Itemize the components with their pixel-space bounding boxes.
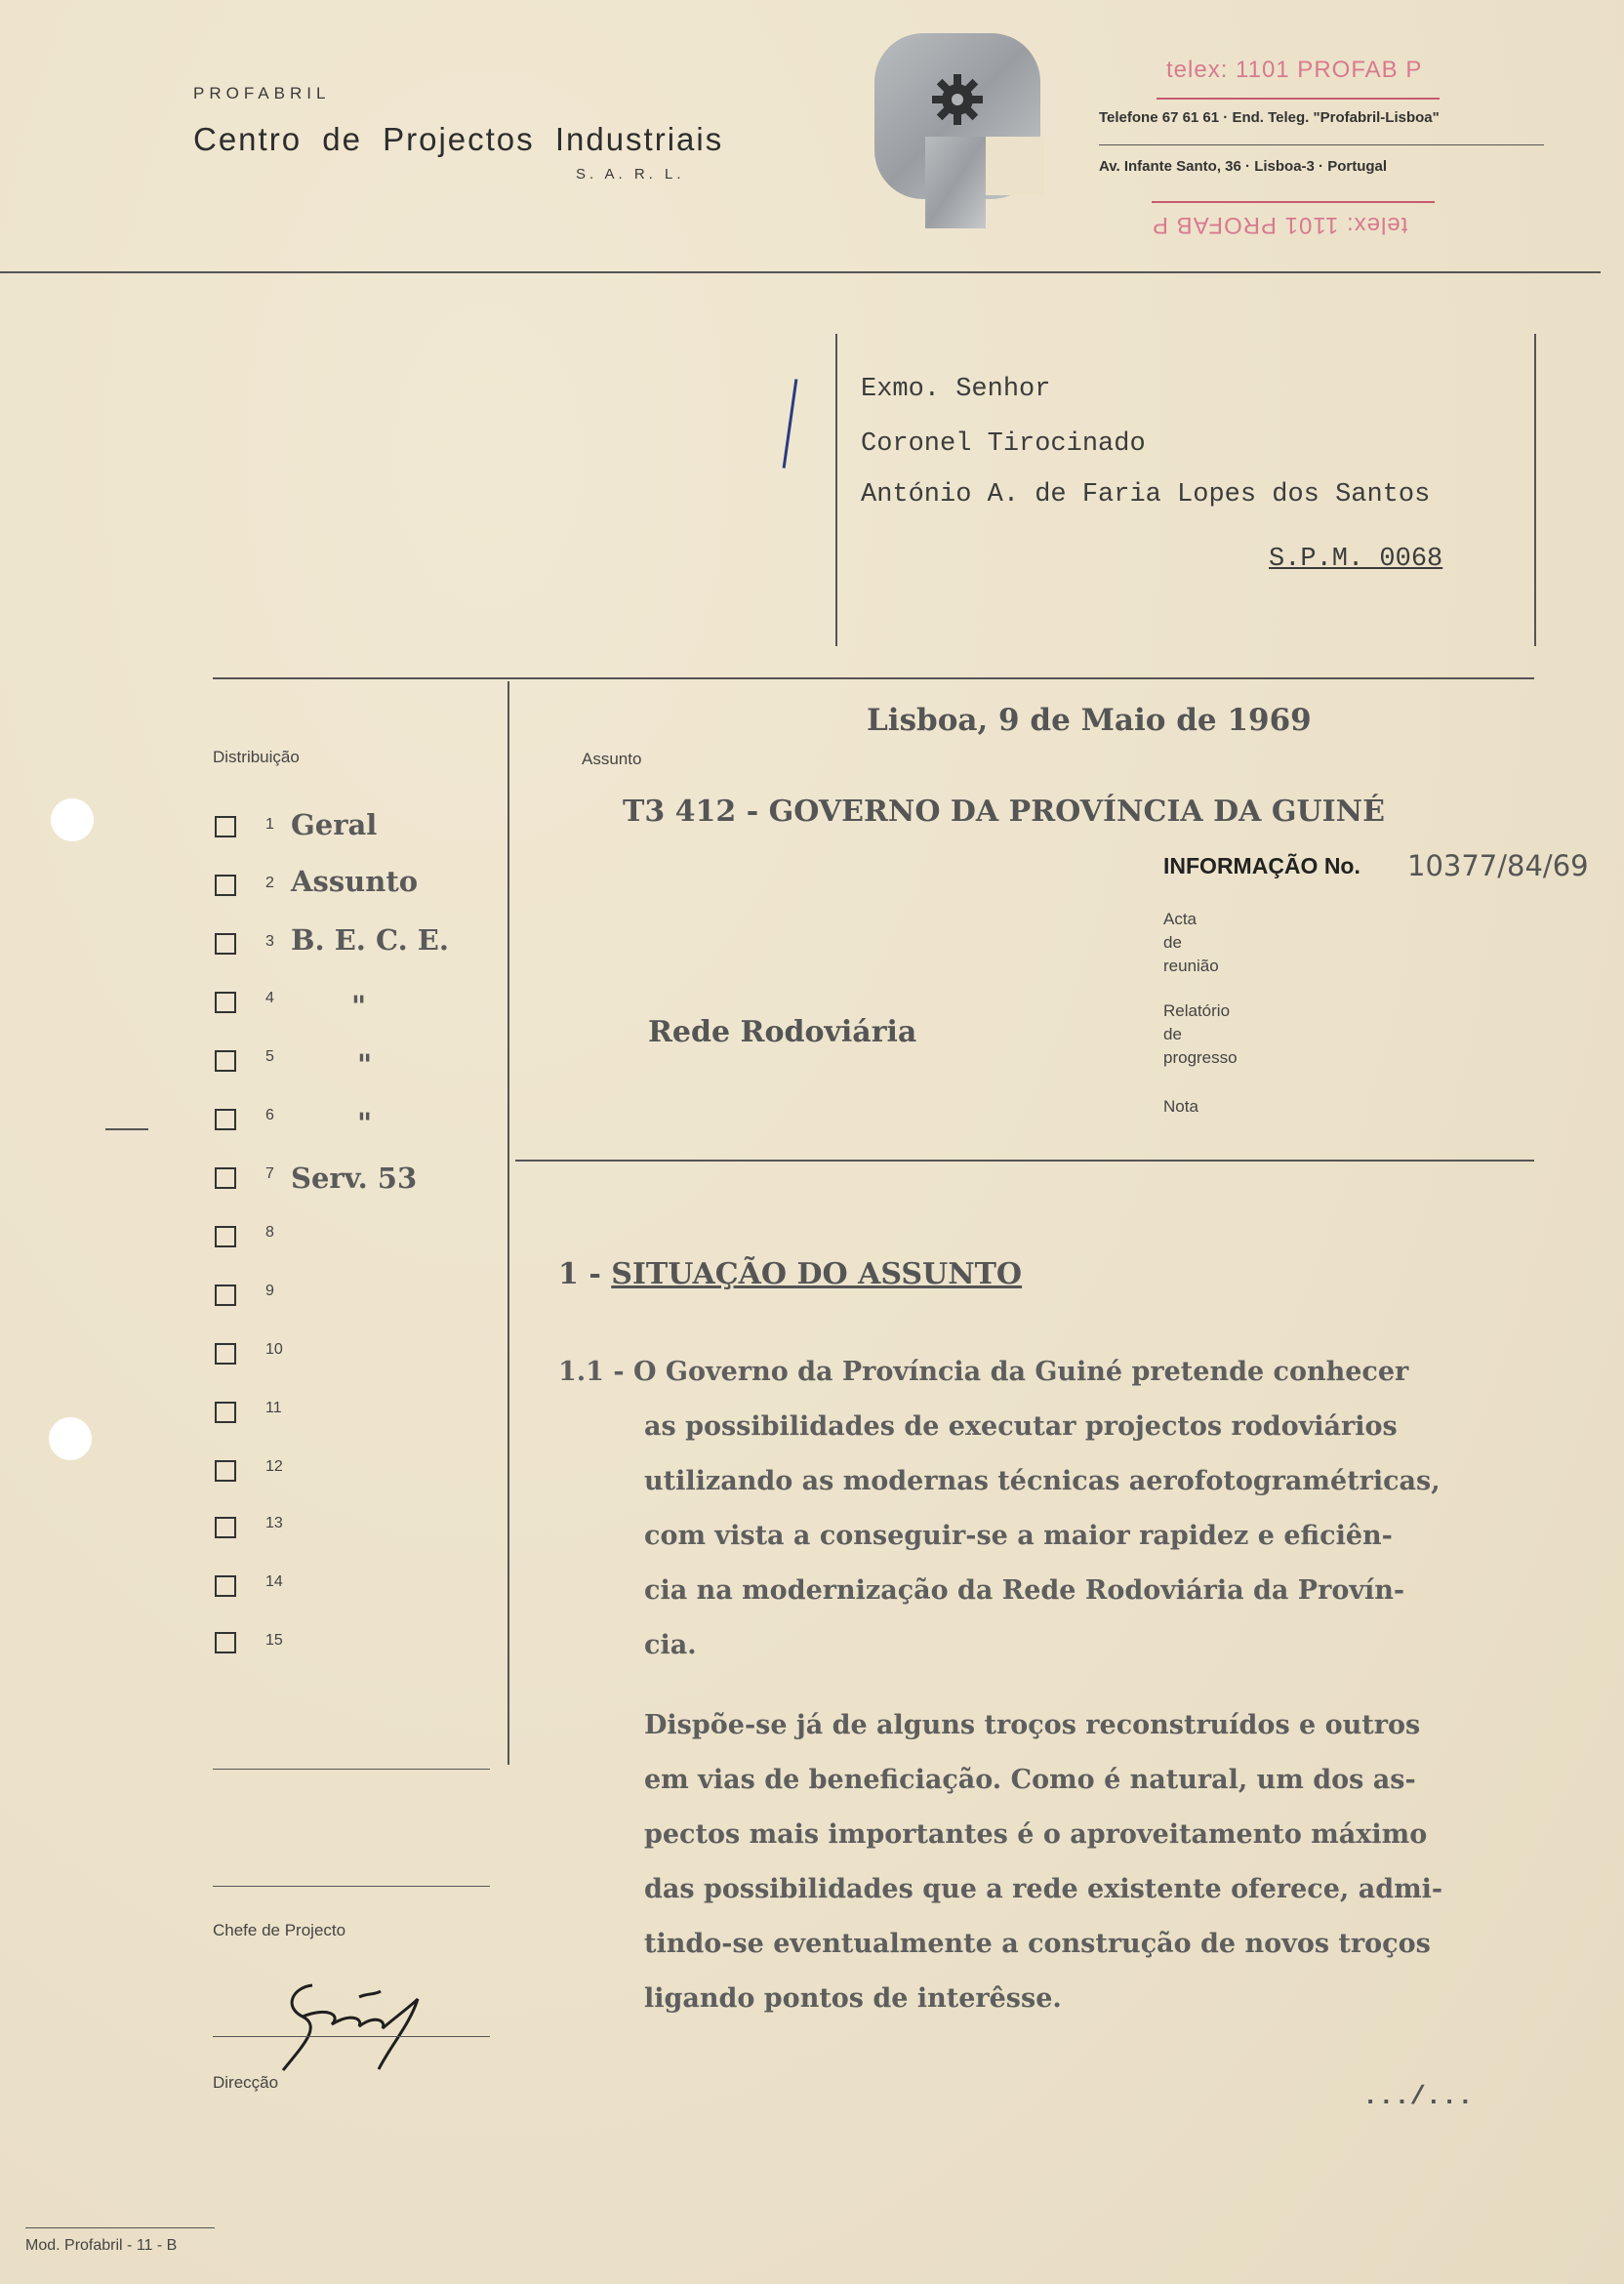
distribution-checkbox[interactable] — [215, 1517, 236, 1538]
info-number-label: INFORMAÇÃO No. — [1163, 853, 1360, 878]
distribution-checkbox[interactable] — [215, 1343, 236, 1365]
distribution-number: 15 — [265, 1632, 283, 1649]
distribution-number: 1 — [265, 816, 274, 833]
paragraph-1-line: O Governo da Província da Guiné pretende conhecer — [632, 1357, 1409, 1387]
distribution-checkbox[interactable] — [215, 1285, 236, 1306]
distribution-checkbox[interactable] — [215, 933, 236, 955]
distribution-checkbox[interactable] — [215, 1167, 236, 1189]
relatorio-label-2: de — [1163, 1025, 1182, 1043]
paragraph-2-line: Dispõe-se já de alguns troços reconstruídos e outros — [644, 1710, 1421, 1740]
paragraph-2-line: em vias de beneficiação. Como é natural, um dos as- — [644, 1765, 1416, 1795]
recipient-line-4: S.P.M. 0068 — [1269, 545, 1443, 574]
section-number: 1 - — [558, 1257, 612, 1291]
acta-label-2: de — [1163, 933, 1182, 952]
distribution-number: 6 — [265, 1107, 274, 1123]
distribution-checkbox[interactable] — [215, 1632, 236, 1653]
distribution-number: 14 — [265, 1573, 283, 1590]
recipient-line-2: Coronel Tirocinado — [861, 429, 1146, 459]
stamp-rule — [1157, 98, 1440, 100]
paragraph-1-line: utilizando as modernas técnicas aerofotogramétricas, — [644, 1466, 1441, 1496]
stamp-rule — [1152, 201, 1435, 203]
margin-tick — [105, 1128, 148, 1130]
paragraph-2-line: tindo-se eventualmente a construção de novos troços — [644, 1929, 1431, 1959]
distribution-checkbox[interactable] — [215, 1575, 236, 1597]
acta-label-1: Acta — [1163, 910, 1198, 928]
distribution-number: 8 — [265, 1224, 274, 1241]
distribution-entry: B. E. C. E. — [291, 923, 449, 957]
relatorio-label-1: Relatório — [1163, 1001, 1231, 1020]
letter-date: Lisboa, 9 de Maio de 1969 — [867, 703, 1312, 738]
distribution-label: Distribuição — [213, 748, 300, 766]
distribution-checkbox[interactable] — [215, 1226, 236, 1247]
distribution-number: 7 — [265, 1165, 274, 1182]
chefe-label: Chefe de Projecto — [213, 1921, 346, 1939]
punch-hole — [49, 1417, 92, 1460]
distribution-entry: " — [357, 1048, 373, 1081]
distribution-number: 13 — [265, 1515, 283, 1531]
distribution-checkbox[interactable] — [215, 816, 236, 837]
distribution-checkbox[interactable] — [215, 1109, 236, 1130]
distribution-number: 11 — [265, 1400, 282, 1416]
paragraph-2-line: pectos mais importantes é o aproveitamento máximo — [644, 1819, 1428, 1850]
subject-label: Assunto — [582, 750, 642, 768]
distribution-number: 12 — [265, 1458, 283, 1475]
distribution-number: 9 — [265, 1283, 274, 1299]
paragraph-2-line: ligando pontos de interêsse. — [644, 1983, 1062, 2014]
brand-name: PROFABRIL — [193, 84, 331, 102]
distribution-number: 10 — [265, 1341, 283, 1358]
contact-divider — [1099, 144, 1544, 145]
distribution-checkbox[interactable] — [215, 1402, 236, 1423]
distribution-entry: Serv. 53 — [291, 1162, 418, 1195]
section-title: SITUAÇÃO DO ASSUNTO — [611, 1257, 1023, 1291]
profabril-logo — [867, 29, 1048, 230]
relatorio-label-3: progresso — [1163, 1048, 1238, 1067]
recipient-box-right — [1534, 334, 1536, 646]
direccao-label: Direcção — [213, 2073, 279, 2092]
telex-stamp-inverted: telex: 1101 PROFAB P — [1152, 212, 1408, 238]
subject-topic: Rede Rodoviária — [648, 1015, 917, 1049]
section-heading — [558, 1257, 1022, 1291]
punch-hole — [51, 798, 94, 841]
contact-phone: Telefone 67 61 61 · End. Teleg. "Profabril-Lisboa" — [1099, 109, 1440, 126]
nota-label: Nota — [1163, 1097, 1198, 1116]
distribution-checkbox[interactable] — [215, 1460, 236, 1482]
distribution-checkbox[interactable] — [215, 875, 236, 896]
contact-address: Av. Infante Santo, 36 · Lisboa-3 · Portugal — [1099, 158, 1388, 175]
paragraph-1-first-line — [558, 1345, 1408, 1400]
recipient-line-3: António A. de Faria Lopes dos Santos — [861, 480, 1431, 510]
distribution-number: 5 — [265, 1048, 274, 1065]
company-name: Centro de Projectos Industriais — [193, 121, 724, 157]
paragraph-1-line: cia. — [644, 1630, 697, 1660]
distribution-entry: Assunto — [291, 865, 419, 898]
continuation-mark: .../... — [1362, 2083, 1474, 2112]
distribution-checkbox[interactable] — [215, 992, 236, 1013]
distribution-entry: " — [351, 990, 367, 1023]
paragraph-2 — [644, 1698, 1442, 2026]
telex-stamp: telex: 1101 PROFAB P — [1166, 57, 1423, 83]
paragraph-1-line: com vista a conseguir-se a maior rapidez e eficiên- — [644, 1521, 1393, 1551]
distribution-number: 2 — [265, 875, 274, 891]
distribution-checkbox[interactable] — [215, 1050, 236, 1072]
recipient-box-left — [835, 334, 837, 646]
paragraph-1-rest — [644, 1400, 1441, 1673]
distribution-end-rule — [213, 1769, 490, 1770]
info-number-value: 10377/84/69 — [1407, 849, 1589, 882]
paragraph-number: 1.1 - — [558, 1357, 633, 1387]
form-top-rule — [213, 677, 1534, 679]
distribution-number: 4 — [265, 990, 274, 1006]
paragraph-2-line: das possibilidades que a rede existente oferece, admi- — [644, 1874, 1443, 1904]
distribution-entry: " — [357, 1107, 373, 1140]
signature-line — [213, 2036, 490, 2037]
signature-area-rule — [213, 1886, 490, 1887]
distribution-entry: Geral — [291, 808, 378, 841]
recipient-line-1: Exmo. Senhor — [861, 375, 1051, 404]
signature-mark — [273, 1978, 429, 2075]
paragraph-1-line: as possibilidades de executar projectos rodoviários — [644, 1411, 1398, 1442]
distribution-number: 3 — [265, 933, 274, 950]
paragraph-1-line: cia na modernização da Rede Rodoviária da Provín- — [644, 1575, 1405, 1606]
pen-mark — [783, 379, 798, 469]
subject-title: T3 412 - GOVERNO DA PROVÍNCIA DA GUINÉ — [623, 795, 1385, 829]
model-code: Mod. Profabril - 11 - B — [25, 2237, 178, 2254]
header-rule — [0, 271, 1601, 273]
form-column-divider — [508, 681, 509, 1765]
legal-form: S. A. R. L. — [576, 166, 685, 183]
acta-label-3: reunião — [1163, 957, 1219, 975]
footer-rule — [25, 2227, 215, 2228]
subject-bottom-rule — [515, 1160, 1534, 1162]
